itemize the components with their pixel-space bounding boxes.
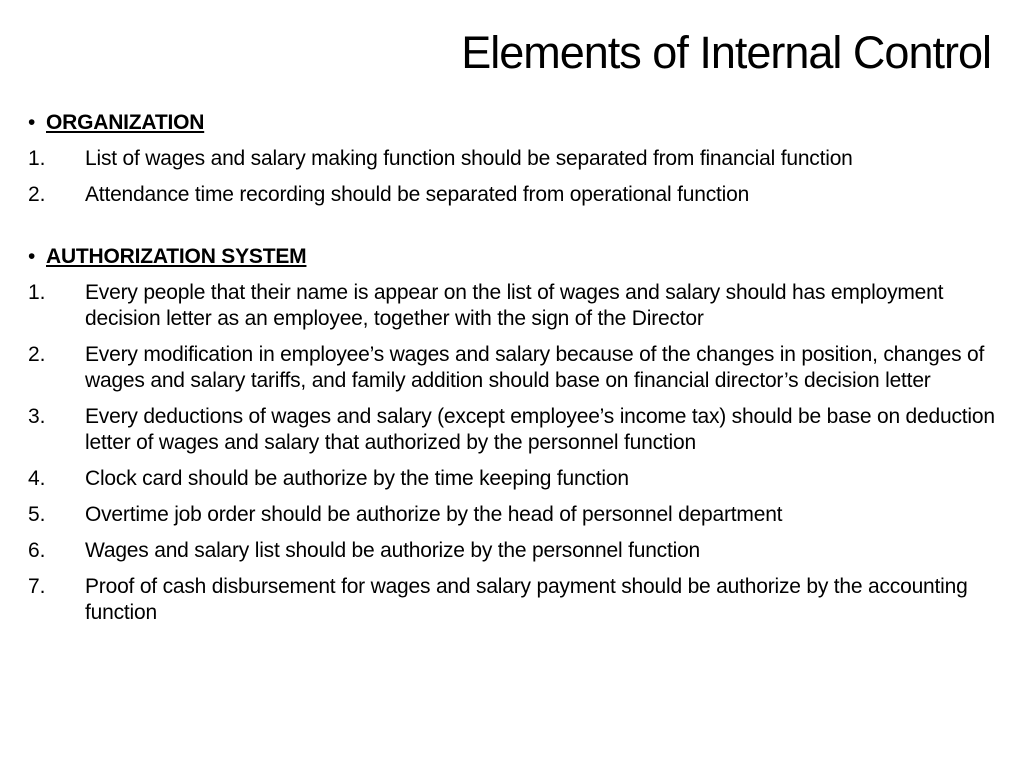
item-text: Proof of cash disbursement for wages and salary payment should be authorize by the accounting function — [85, 575, 968, 624]
item-text: Every people that their name is appear on the list of wages and salary should has employment decision letter as an employee, together with the sign of the Director — [85, 281, 944, 330]
bullet-icon: • — [28, 245, 36, 268]
heading-text: AUTHORIZATION SYSTEM — [46, 245, 307, 268]
list-item — [28, 502, 998, 528]
item-number: 2. — [28, 183, 46, 206]
item-number: 1. — [28, 147, 46, 170]
item-number: 1. — [28, 281, 46, 304]
item-number: 2. — [28, 343, 46, 366]
list-item — [28, 182, 998, 208]
item-text: Overtime job order should be authorize by the head of personnel department — [85, 503, 783, 526]
item-text: Every modification in employee’s wages and salary because of the changes in position, changes of wages and salary tariffs, and family addition should base on financial director’s decision letter — [85, 343, 985, 392]
item-text: Attendance time recording should be separated from operational function — [85, 183, 750, 206]
slide-content — [28, 110, 998, 636]
list-item — [28, 574, 998, 626]
item-text: List of wages and salary making function should be separated from financial function — [85, 147, 853, 170]
item-text: Every deductions of wages and salary (except employee’s income tax) should be base on deduction letter of wages and salary that authorized by the personnel function — [85, 405, 995, 454]
section-spacer — [28, 218, 998, 244]
list-item — [28, 342, 998, 394]
item-text: Wages and salary list should be authorize by the personnel function — [85, 539, 701, 562]
list-item — [28, 280, 998, 332]
item-number: 4. — [28, 467, 46, 490]
section-heading-organization — [28, 110, 998, 136]
bullet-icon: • — [28, 111, 36, 134]
item-number: 7. — [28, 575, 46, 598]
item-number: 3. — [28, 405, 46, 428]
section-heading-authorization-system — [28, 244, 998, 270]
list-item — [28, 538, 998, 564]
heading-text: ORGANIZATION — [46, 111, 205, 134]
list-item — [28, 404, 998, 456]
list-item — [28, 466, 998, 492]
item-number: 5. — [28, 503, 46, 526]
item-number: 6. — [28, 539, 46, 562]
slide-title: Elements of Internal Control — [461, 27, 991, 78]
item-text: Clock card should be authorize by the time keeping function — [85, 467, 629, 490]
list-item — [28, 146, 998, 172]
